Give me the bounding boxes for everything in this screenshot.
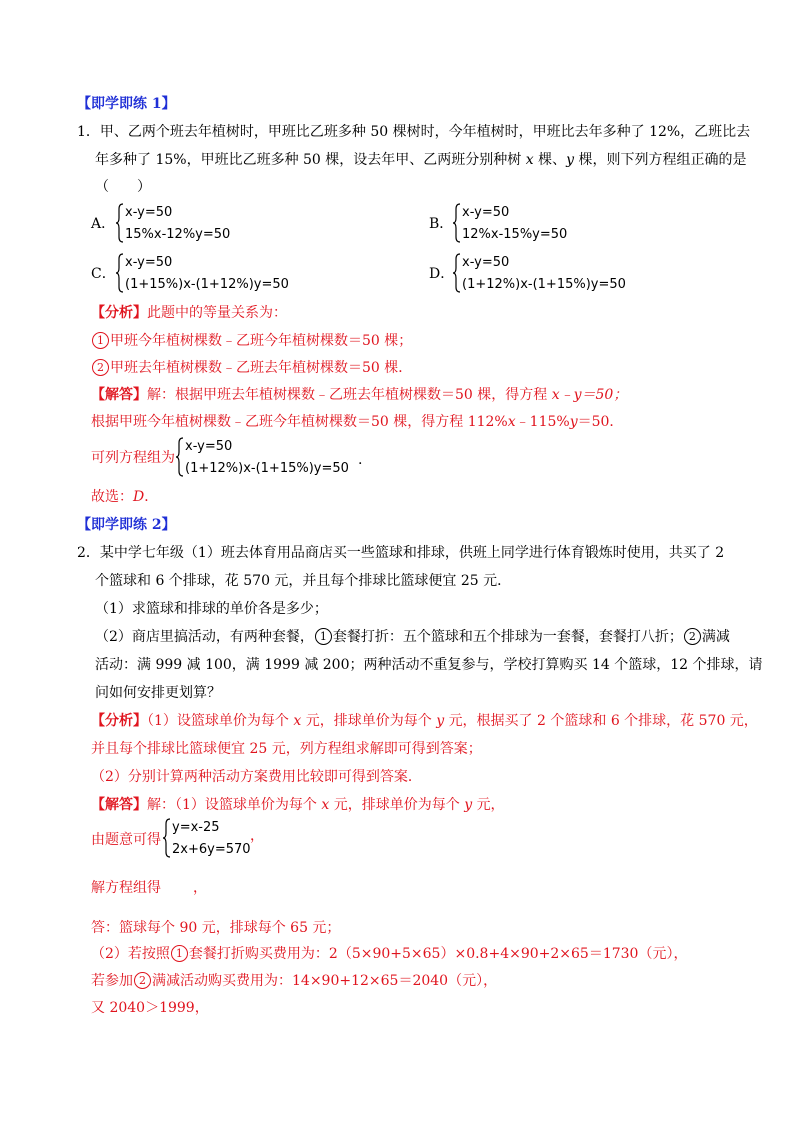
circled-number-icon: 2	[92, 359, 109, 376]
option-b-eq-1: x-y=50	[462, 205, 510, 220]
solve-line: 解方程组得 ，	[91, 880, 207, 896]
option-d-eq-1: x-y=50	[462, 255, 510, 270]
circled-number-icon: 1	[92, 332, 109, 349]
option-c-label: C．	[91, 266, 116, 282]
analysis-2-line-2: 并且每个排球比篮球便宜 25 元，列方程组求解即可得到答案；	[91, 741, 482, 757]
analysis-1: 【分析】此题中的等量关系为：	[91, 305, 287, 321]
option-c-eq-2: (1+15%)x-(1+12%)y=50	[125, 277, 289, 292]
circled-number-icon: 1	[171, 945, 188, 962]
question-2-line-5: 活动：满 999 减 100，满 1999 减 200；两种活动不重复参与，学校打算购买 14 个篮球，12 个排球，请	[95, 657, 763, 673]
brace-icon	[175, 437, 185, 477]
analysis-2-line-1: 【分析】（1）设篮球单价为每个 x 元，排球单价为每个 y 元，根据买了 2 个篮球和 6 个排球，花 570 元，	[91, 713, 758, 729]
circled-number-icon: 2	[684, 628, 701, 645]
answer-2-line-1: 【解答】解：（1）设篮球单价为每个 x 元，排球单价为每个 y 元，	[91, 797, 505, 813]
choose-line: 故选：D．	[91, 489, 159, 505]
question-2-line-2: 个篮球和 6 个排球，花 570 元，并且每个排球比篮球便宜 25 元．	[95, 573, 512, 589]
part-2-line-1: （2）若按照 1 套餐打折购买费用为：2（5×90+5×65）×0.8+4×90+2×65＝1730（元），	[91, 946, 688, 962]
answer-text: 答：篮球每个 90 元，排球每个 65 元；	[91, 920, 341, 936]
question-1-line-1: 1．甲、乙两个班去年植树时，甲班比乙班多种 50 棵树时，今年植树时，甲班比去年多种了 12%，乙班比去	[77, 124, 751, 140]
option-a-label: A．	[91, 216, 116, 232]
question-1-line-2: 年多种了 15%，甲班比乙班多种 50 棵，设去年甲、乙两班分别种树 x 棵、y 棵，则下列方程组正确的是	[95, 152, 747, 168]
part-2-line-3: 又 2040＞1999，	[91, 1000, 209, 1016]
analysis-2-line-3: （2）分别计算两种活动方案费用比较即可得到答案．	[91, 769, 422, 785]
option-d-label: D．	[429, 266, 455, 282]
option-a-eq-2: 15%x-12%y=50	[125, 227, 231, 242]
brace-icon	[452, 253, 462, 293]
relation-1: 1 甲班今年植树棵数﹣乙班今年植树棵数＝50 棵；	[91, 331, 412, 351]
answer-blank: （ ）	[95, 179, 151, 195]
exercise-1-header: 【即学即练 1】	[77, 96, 176, 112]
question-2-sub-2: （2）商店里搞活动，有两种套餐， 1 套餐打折：五个篮球和五个排球为一套餐，套餐打八折； 2 满减	[95, 629, 730, 645]
circled-number-icon: 2	[134, 972, 151, 989]
option-b-eq-2: 12%x-15%y=50	[462, 227, 568, 242]
circled-number-icon: 1	[315, 628, 332, 645]
system-suffix-1: .	[358, 452, 363, 468]
system-1-eq-2: (1+12%)x-(1+15%)y=50	[185, 461, 349, 476]
system-suffix-2: ，	[250, 828, 264, 844]
brace-icon	[452, 203, 462, 243]
question-2-line-1: 2．某中学七年级（1）班去体育用品商店买一些篮球和排球，供班上同学进行体育锻炼时使用，共买了 2	[77, 545, 725, 561]
option-c-eq-1: x-y=50	[125, 255, 173, 270]
answer-1-line-2: 根据甲班今年植树棵数﹣乙班今年植树棵数＝50 棵，得方程 112%x﹣115%y＝50．	[91, 414, 624, 430]
question-2-sub-1: （1）求篮球和排球的单价各是多少；	[95, 601, 328, 617]
brace-icon	[115, 253, 125, 293]
part-2-line-2: 若参加 2 满减活动购买费用为：14×90+12×65＝2040（元），	[91, 973, 498, 989]
system-2-eq-1: y=x-25	[172, 820, 220, 835]
exercise-2-header: 【即学即练 2】	[77, 517, 176, 533]
system-prefix-1: 可列方程组为	[91, 450, 175, 466]
system-1-eq-1: x-y=50	[185, 439, 233, 454]
system-2-eq-2: 2x+6y=570	[172, 842, 251, 857]
answer-1-line-1: 【解答】解：根据甲班去年植树棵数﹣乙班去年植树棵数＝50 棵，得方程 x﹣y＝50；	[91, 387, 628, 403]
question-2-line-6: 问如何安排更划算？	[95, 685, 221, 701]
relation-2: 2 甲班去年植树棵数﹣乙班去年植树棵数＝50 棵．	[91, 358, 412, 378]
system-prefix-2: 由题意可得	[91, 832, 161, 848]
option-b-label: B．	[429, 216, 454, 232]
brace-icon	[115, 203, 125, 243]
option-a-eq-1: x-y=50	[125, 205, 173, 220]
option-d-eq-2: (1+12%)x-(1+15%)y=50	[462, 277, 626, 292]
brace-icon	[162, 818, 172, 858]
